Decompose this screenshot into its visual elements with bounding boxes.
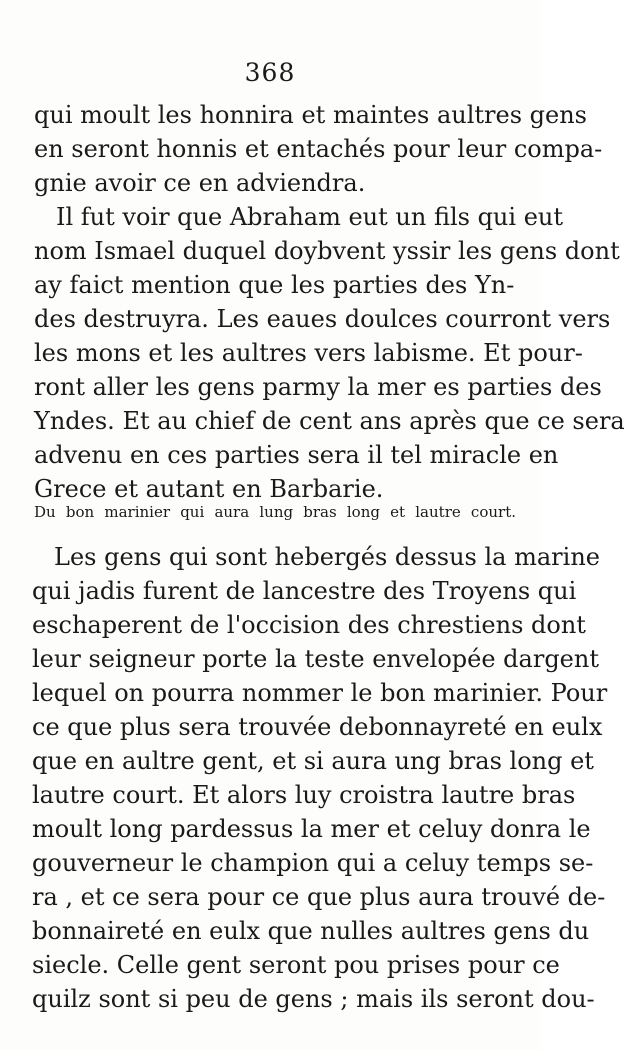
text-line: ront aller les gens parmy la mer es parties des: [34, 373, 602, 401]
text-line: en seront honnis et entachés pour leur compa-: [34, 135, 603, 163]
text-line: moult long pardessus la mer et celuy donra le: [32, 815, 591, 843]
text-line: que en aultre gent, et si aura ung bras long et: [32, 747, 594, 775]
text-block-1: [34, 98, 625, 506]
text-line: gnie avoir ce en adviendra.: [34, 169, 366, 197]
text-line: lautre court. Et alors luy croistra lautre bras: [32, 781, 576, 809]
page-number: 368: [244, 58, 296, 87]
text-line: ra , et ce sera pour ce que plus aura trouvé de-: [32, 883, 606, 911]
text-line: qui moult les honnira et maintes aultres gens: [34, 101, 587, 129]
text-line: siecle. Celle gent seront pou prises pour ce: [32, 951, 560, 979]
text-line: gouverneur le champion qui a celuy temps se-: [32, 849, 594, 877]
text-line: ay faict mention que les parties des Yn-: [34, 271, 515, 299]
text-line: nom Ismael duquel doybvent yssir les gens dont: [34, 237, 620, 265]
section-heading: Du bon marinier qui aura lung bras long et lautre court.: [34, 503, 516, 521]
text-line: eschaperent de l'occision des chrestiens dont: [32, 611, 586, 639]
text-line: les mons et les aultres vers labisme. Et pour-: [34, 339, 583, 367]
text-line: qui jadis furent de lancestre des Troyens qui: [32, 577, 577, 605]
text-line: lequel on pourra nommer le bon marinier. Pour: [32, 679, 608, 707]
text-line: quilz sont si peu de gens ; mais ils seront dou-: [32, 985, 595, 1013]
text-line: ce que plus sera trouvée debonnayreté en eulx: [32, 713, 603, 741]
text-line: des destruyra. Les eaues doulces courront vers: [34, 305, 611, 333]
text-line: bonnaireté en eulx que nulles aultres gens du: [32, 917, 590, 945]
text-block-2: [32, 540, 608, 1016]
text-line: Il fut voir que Abraham eut un fils qui eut: [56, 203, 563, 231]
text-line: leur seigneur porte la teste envelopée dargent: [32, 645, 599, 673]
text-line: Les gens qui sont hebergés dessus la marine: [54, 543, 600, 571]
text-line: advenu en ces parties sera il tel miracle en: [34, 441, 559, 469]
text-line: Yndes. Et au chief de cent ans après que ce sera: [34, 407, 625, 435]
text-line: Grece et autant en Barbarie.: [34, 475, 384, 503]
